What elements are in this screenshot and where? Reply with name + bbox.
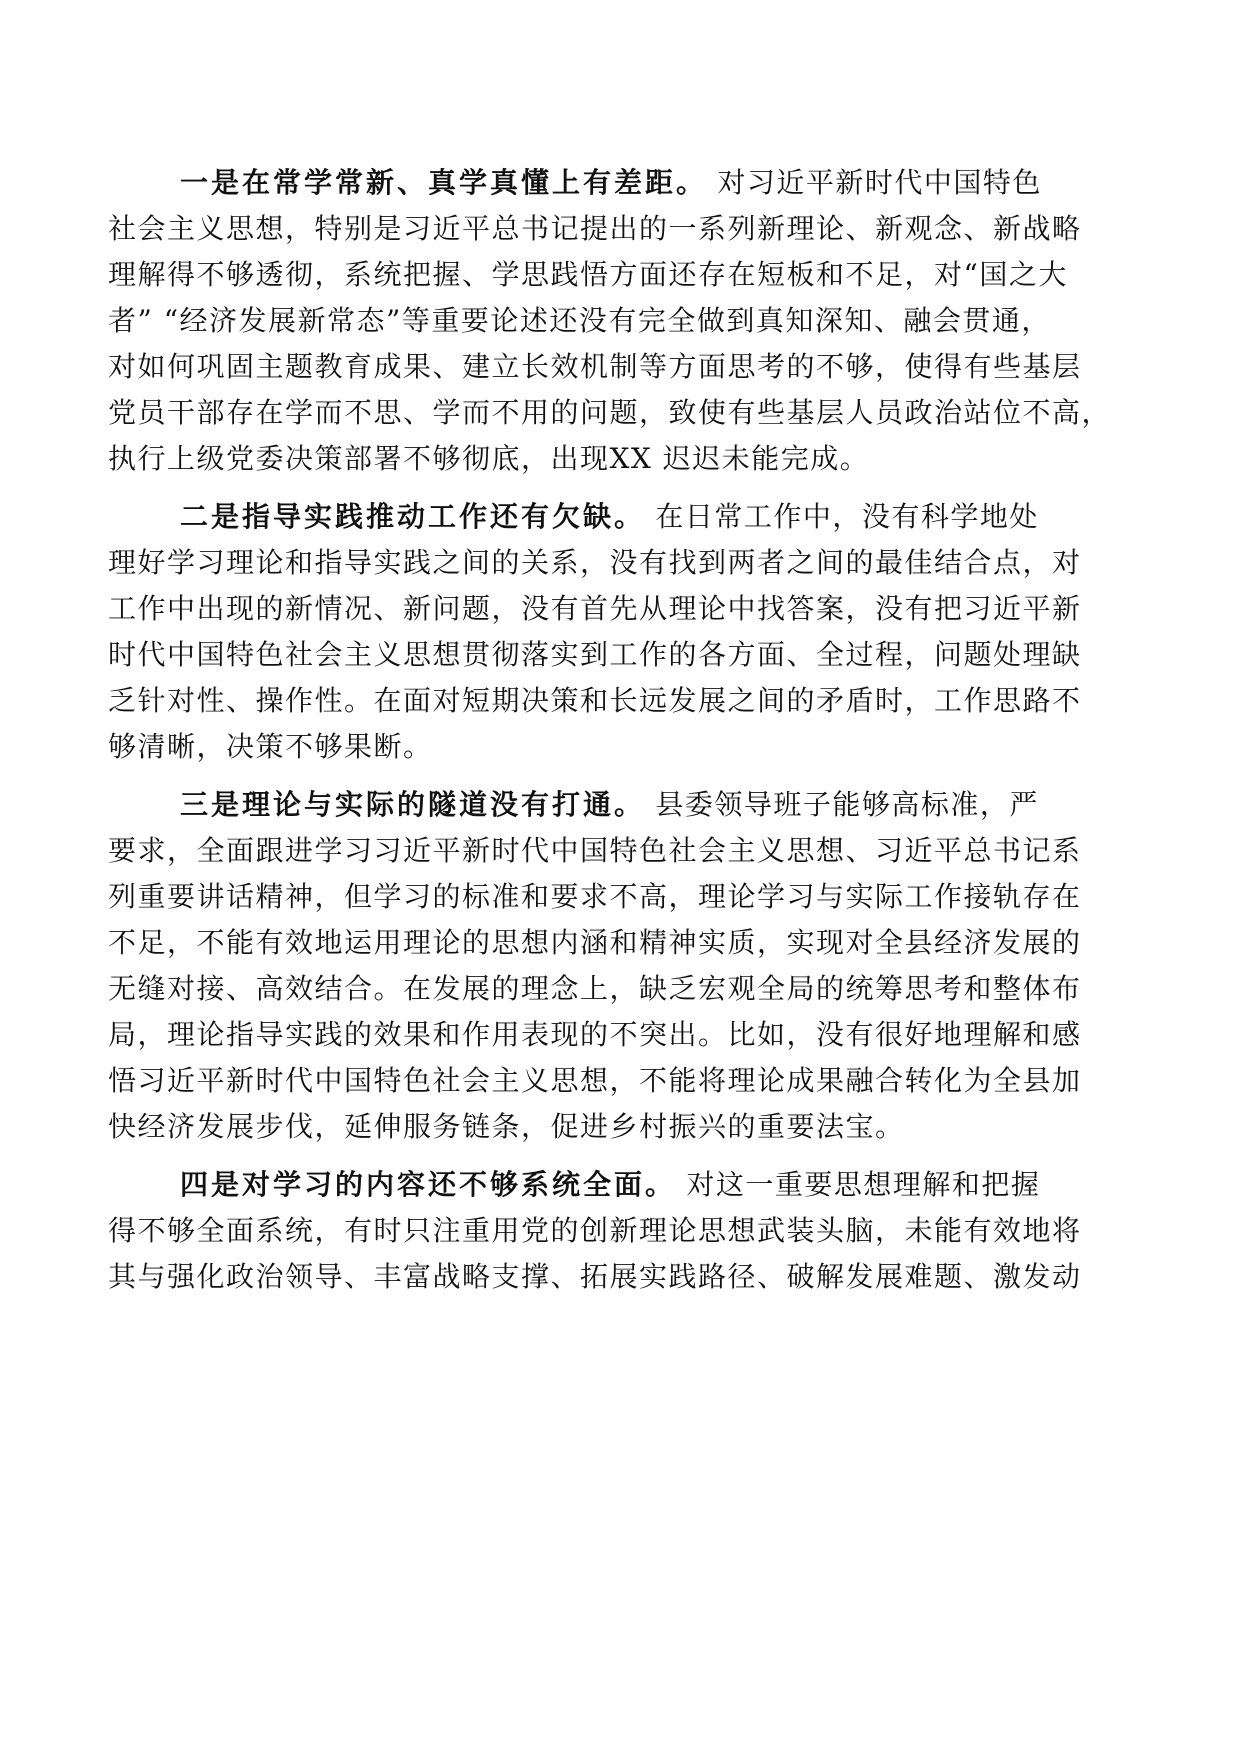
paragraph-3-line: 快经济发展步伐，延伸服务链条，促进乡村振兴的重要法宝。	[108, 1110, 905, 1143]
paragraph-4-first-line	[108, 1162, 1130, 1208]
paragraph-2-first-line	[108, 494, 1130, 540]
paragraph-1-first-line	[108, 160, 1130, 206]
paragraph-3-line: 要求，全面跟进学习习近平新时代中国特色社会主义思想、习近平总书记系	[108, 834, 1082, 867]
paragraph-1-heading: 一是在常学常新、真学真懂上有差距。	[180, 166, 708, 199]
paragraph-3-line: 悟习近平新时代中国特色社会主义思想，不能将理论成果融合转化为全县加	[108, 1064, 1082, 1097]
paragraph-4-line: 其与强化政治领导、丰富战略支撑、拓展实践路径、破解发展难题、激发动	[108, 1260, 1082, 1293]
paragraph-3-line: 列重要讲话精神，但学习的标准和要求不高，理论学习与实际工作接轨存在	[108, 880, 1082, 913]
paragraph-1-line: 理解得不够透彻，系统把握、学思践悟方面还存在短板和不足，对“国之大	[108, 258, 1068, 291]
paragraph-3-heading: 三是理论与实际的隧道没有打通。	[180, 788, 646, 821]
paragraph-2-line: 时代中国特色社会主义思想贯彻落实到工作的各方面、全过程，问题处理缺	[108, 638, 1082, 671]
paragraph-2-heading: 二是指导实践推动工作还有欠缺。	[180, 500, 646, 533]
paragraph-1-line: 对如何巩固主题教育成果、建立长效机制等方面思考的不够，使得有些基层	[108, 350, 1082, 383]
paragraph-3-line: 局，理论指导实践的效果和作用表现的不突出。比如，没有很好地理解和感	[108, 1018, 1082, 1051]
paragraph-3-line: 不足，不能有效地运用理论的思想内涵和精神实质，实现对全县经济发展的	[108, 926, 1082, 959]
paragraph-2-line: 工作中出现的新情况、新问题，没有首先从理论中找答案，没有把习近平新	[108, 592, 1082, 625]
paragraph-4	[108, 1162, 1130, 1300]
paragraph-4-first-text: 对这一重要思想理解和把握	[676, 1168, 1041, 1201]
paragraph-3-first-text: 县委领导班子能够高标准，严	[645, 788, 1039, 821]
paragraph-3-first-line	[108, 782, 1130, 828]
paragraph-2-line: 乏针对性、操作性。在面对短期决策和长远发展之间的矛盾时，工作思路不	[108, 684, 1082, 717]
paragraph-1-first-text: 对习近平新时代中国特色	[707, 166, 1042, 199]
paragraph-4-line: 得不够全面系统，有时只注重用党的创新理论思想武装头脑，未能有效地将	[108, 1214, 1082, 1247]
paragraph-1	[108, 160, 1130, 482]
paragraph-4-heading: 四是对学习的内容还不够系统全面。	[180, 1168, 677, 1201]
paragraph-1-line: 者” “经济发展新常态”等重要论述还没有完全做到真知深知、融会贯通，	[108, 304, 1051, 337]
paragraph-2	[108, 494, 1130, 770]
paragraph-3-line: 无缝对接、高效结合。在发展的理念上，缺乏宏观全局的统筹思考和整体布	[108, 972, 1082, 1005]
paragraph-1-line: 党员干部存在学而不思、学而不用的问题，致使有些基层人员政治站位不高，	[108, 396, 1112, 429]
paragraph-2-line: 理好学习理论和指导实践之间的关系，没有找到两者之间的最佳结合点，对	[108, 546, 1082, 579]
paragraph-2-first-text: 在日常工作中，没有科学地处	[645, 500, 1039, 533]
paragraph-2-line: 够清晰，决策不够果断。	[108, 730, 433, 763]
document-body	[108, 160, 1130, 1312]
paragraph-3	[108, 782, 1130, 1150]
paragraph-1-line: 执行上级党委决策部署不够彻底，出现XX 迟迟未能完成。	[108, 442, 870, 475]
paragraph-1-line: 社会主义思想，特别是习近平总书记提出的一系列新理论、新观念、新战略	[108, 212, 1082, 245]
